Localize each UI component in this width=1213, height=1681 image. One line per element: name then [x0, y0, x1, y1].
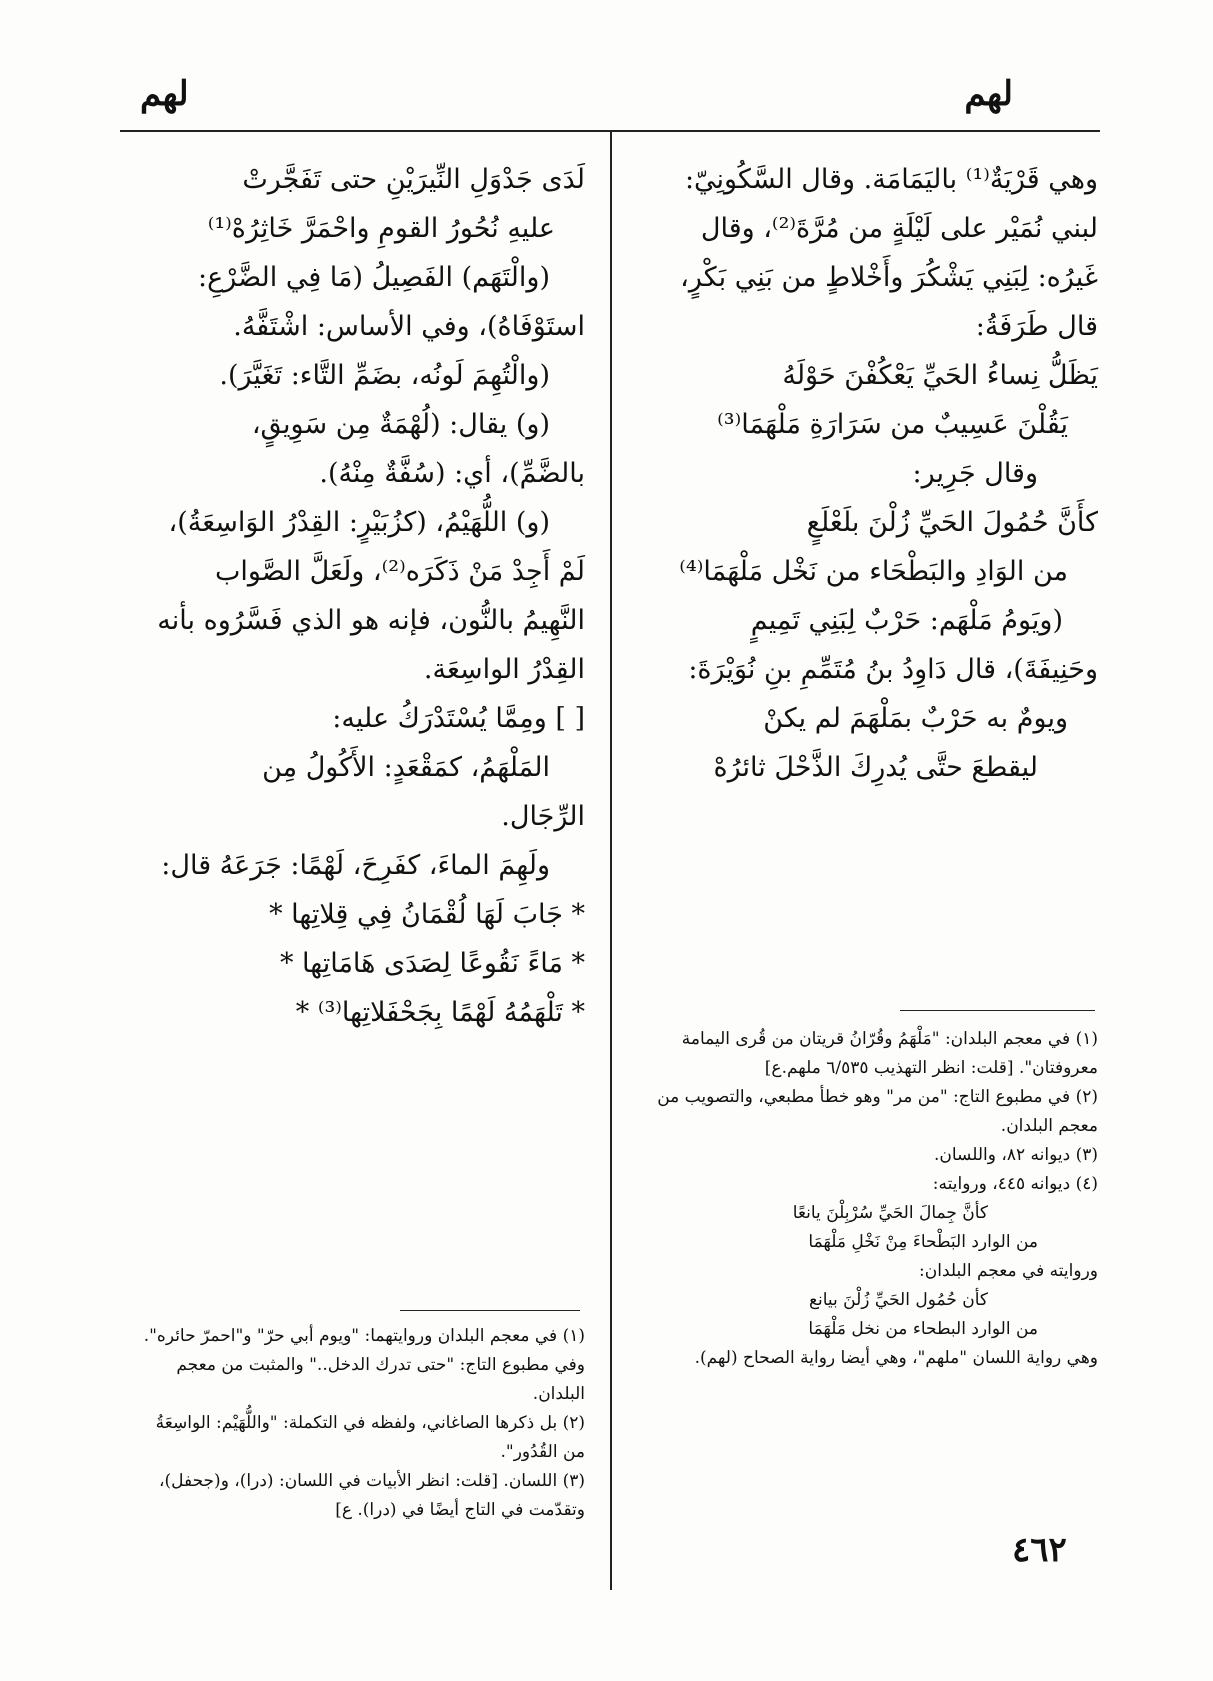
header-root-left: لهم: [140, 74, 189, 114]
verse-line: لَدَى جَدْوَلِ النِّيرَيْنِ حتى تَفَجَّرتْ: [242, 164, 585, 195]
verse-line: ويومٌ به حَرْبٌ بمَلْهَمَ لم يكنْ: [763, 703, 1068, 734]
text-line: الرِّجَال.: [501, 801, 585, 832]
text-line: وحَنِيفَةَ)، قال دَاوِدُ بنُ مُتَمِّمِ بنِ نُوَيْرَةَ:: [688, 654, 1098, 685]
text-line: استَوْفَاهُ)، وفي الأساس: اشْتَفَّهُ.: [233, 311, 585, 342]
footnote-verse: كأنَّ جِمالَ الحَيِّ سُرْبِلْنَ يانعًا: [792, 1203, 988, 1223]
text-line: القِدْرُ الواسِعَة.: [423, 654, 585, 685]
text-line: (و) يقال: (لُهْمَةٌ مِن سَوِيقٍ،: [251, 409, 550, 440]
text-line: وهي قَرْيَةٌ⁽¹⁾ باليَمَامَة. وقال السَّكُونِيّ:: [684, 164, 1098, 195]
verse-line: * مَاءً نَقُوعًا لِصَدَى هَامَاتِها *: [279, 948, 585, 979]
right-column: [648, 155, 1098, 792]
text-line: المَلْهَمُ، كمَقْعَدٍ: الأَكُولُ مِن: [262, 752, 550, 783]
footnote-verse: كأن حُمُول الحَيِّ زُلْنَ بيانع: [808, 1290, 988, 1310]
footnote: (١) في معجم البلدان: "مَلْهَمُ وقُرّانُ قريتان من قُرى اليمامة معروفتان". [قلت: انظر التهذيب ٦/٥٣٥ ملهم.ع]: [681, 1029, 1098, 1078]
verse-line: من الوَادِ والبَطْحَاء من نَخْل مَلْهَمَا⁽⁴⁾: [679, 556, 1068, 587]
page-number: ٤٦٢: [1012, 1530, 1067, 1570]
text-line: النَّهِيمُ بالنُّون، فإنه هو الذي فَسَّرُوه بأنه: [157, 605, 585, 636]
text-line: (والْتُهِمَ لَونُه، بضَمِّ التَّاء: تَغَيَّرَ).: [219, 360, 550, 391]
footnote: (٢) في مطبوع التاج: "من مر" وهو خطأ مطبعي، والتصويب من معجم البلدان.: [657, 1087, 1098, 1136]
verse-line: * جَابَ لَهَا لُقْمَانُ فِي قِلاتِها *: [269, 899, 585, 930]
text-line: [ ] ومِمَّا يُسْتَدْرَكُ عليه:: [332, 703, 585, 734]
footnote-verse: من الوارد البَطْحاءَ مِنْ نَخْلِ مَلْهَمَا: [808, 1232, 1038, 1252]
left-footnotes: [130, 1322, 585, 1525]
right-footnotes: [648, 1025, 1098, 1373]
footnote-rule-right: [900, 1010, 1095, 1011]
text-line: وقال جَرِير:: [912, 458, 1038, 489]
text-line: (والْتَهَم) الفَصِيلُ (مَا فِي الضَّرْعِ:: [197, 262, 550, 293]
footnote: (٢) بل ذكرها الصاغاني، ولفظه في التكملة: "واللُّهَيْم: الواسِعَةُ من القُدُور".: [155, 1413, 585, 1462]
verse-line: كأَنَّ حُمُولَ الحَيِّ زُلْنَ بلَعْلَعٍ: [806, 507, 1098, 538]
text-line: لَمْ أَجِدْ مَنْ ذَكَرَه⁽²⁾، ولَعَلَّ الصَّواب: [215, 556, 585, 587]
footnote-verse: من الوارد البطحاء من نخل مَلْهَمَا: [808, 1319, 1038, 1339]
verse-line: يَظَلُّ نِساءُ الحَيِّ يَعْكُفْنَ حَوْلَهُ: [782, 360, 1098, 391]
footnote: (٤) ديوانه ٤٤٥، وروايته:: [932, 1174, 1098, 1194]
verse-line: يَقُلْنَ عَسِيبٌ من سَرَارَةِ مَلْهَمَا⁽³⁾: [717, 409, 1068, 440]
text-line: (ويَومُ مَلْهَم: حَرْبٌ لِبَنِي تَمِيمٍ: [750, 605, 1063, 636]
verse-line: عليهِ نُحُورُ القومِ واحْمَرَّ خَاثِرُهْ⁽¹⁾: [207, 213, 555, 244]
text-line: غَيرُه: لِبَنِي يَشْكُرَ وأَخْلاطٍ من بَنِي بَكْرٍ،: [680, 262, 1098, 293]
column-divider: [610, 130, 612, 1590]
text-line: لبني نُمَيْر على لَيْلَةٍ من مُرَّةَ⁽²⁾، وقال: [700, 213, 1098, 244]
text-line: ولَهِمَ الماءَ، كفَرِحَ، لَهْمًا: جَرَعَهُ قال:: [161, 850, 550, 881]
left-column: [130, 155, 585, 1037]
footnote: (٣) اللسان. [قلت: انظر الأبيات في اللسان: (درا)، و(جحفل)، وتقدّمت في التاج أيضًا في (درا). ع]: [158, 1471, 585, 1520]
footnote: (٣) ديوانه ٨٢، واللسان.: [933, 1145, 1098, 1165]
header-root-right: لهم: [964, 74, 1013, 114]
text-line: بالضَّمِّ)، أي: (سُفَّةٌ مِنْهُ).: [319, 458, 585, 489]
footnote: وروايته في معجم البلدان:: [919, 1261, 1098, 1281]
footnote-rule-left: [400, 1310, 580, 1311]
footnote: (١) في معجم البلدان وروايتهما: "ويوم أبي حرّ" و"احمرّ حائره". وفي مطبوع التاج: "حتى تدرك الدخل.." والمثبت من معجم البلدان.: [143, 1326, 585, 1404]
verse-line: ليقطعَ حتَّى يُدرِكَ الذَّحْلَ ثائرُهْ: [713, 752, 1038, 783]
text-line: (و) اللُّهَيْمُ، (كزُبَيْرٍ: القِدْرُ الوَاسِعَةُ)،: [168, 507, 550, 538]
footnote: وهي رواية اللسان "ملهم"، وهي أيضا رواية الصحاح (لهم).: [694, 1348, 1098, 1368]
text-line: قال طَرَفَةُ:: [975, 311, 1098, 342]
verse-line: * تَلْهَمُهُ لَهْمًا بِجَحْفَلاتِها⁽³⁾ *: [295, 997, 585, 1028]
